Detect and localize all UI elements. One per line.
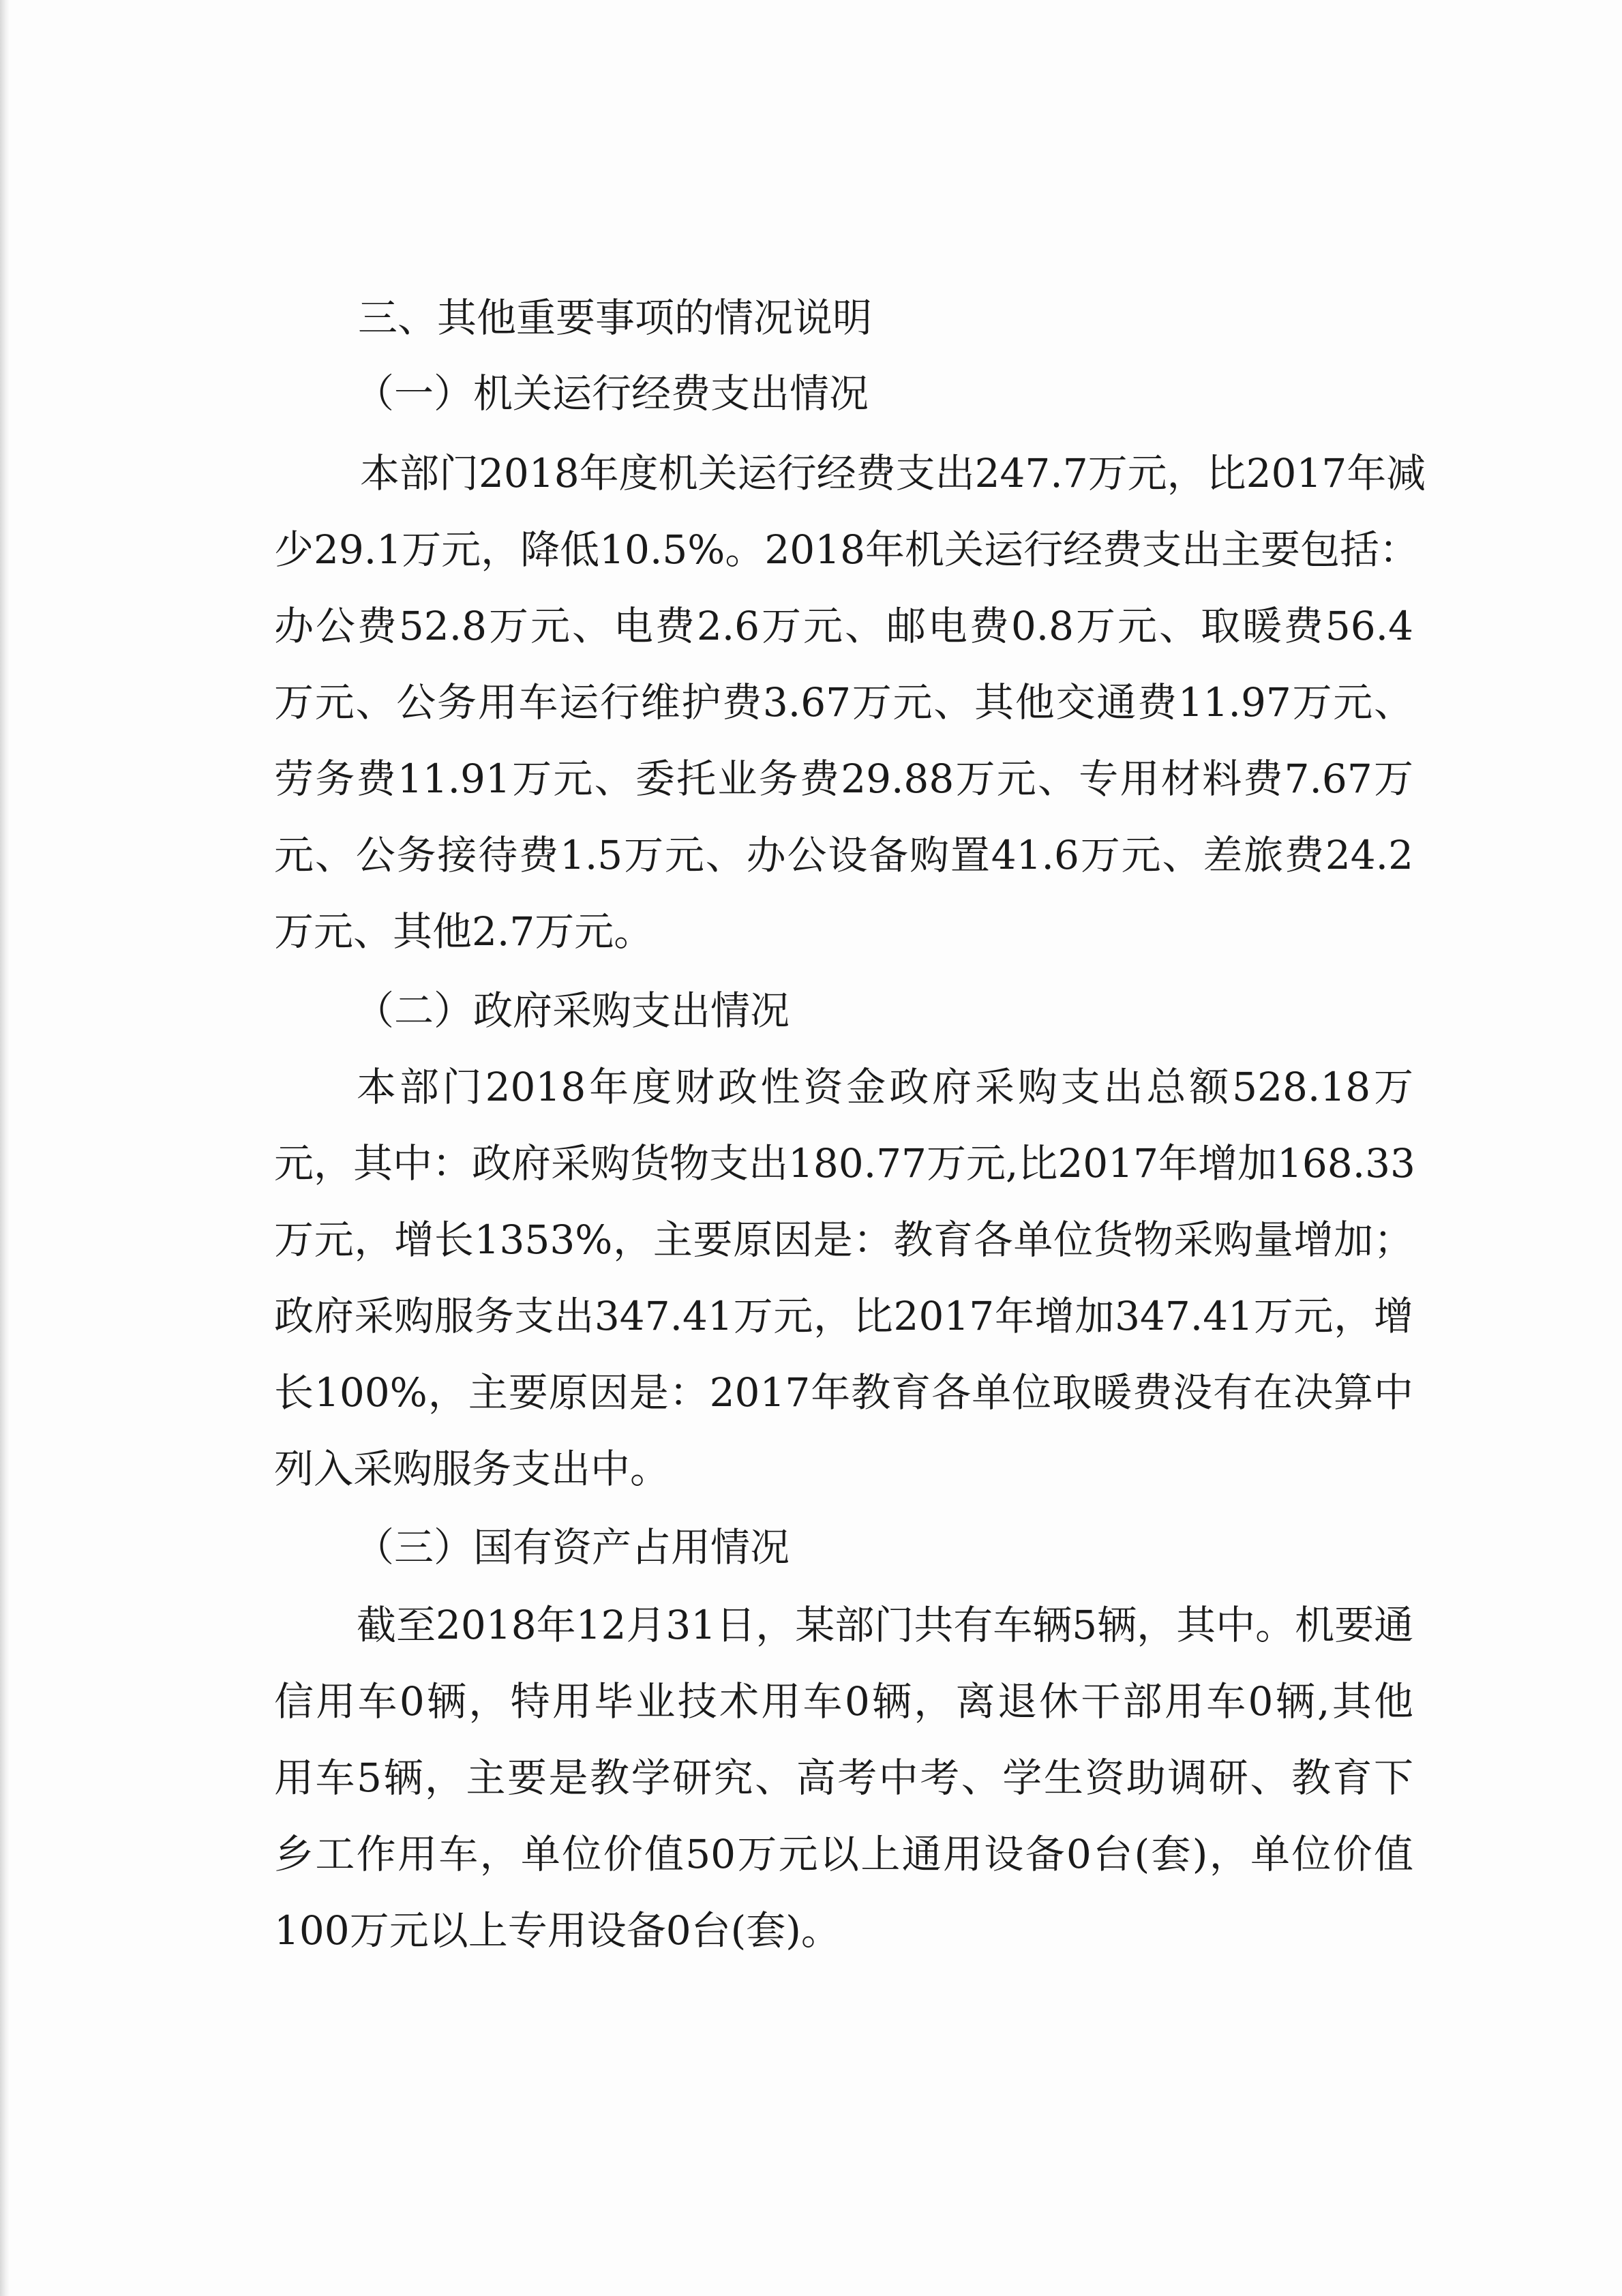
paragraph-line: 万元、其他2.7万元。 — [274, 908, 654, 955]
paragraph-line: 少29.1万元，降低10.5%。2018年机关运行经费支出主要包括： — [274, 526, 1419, 573]
paragraph-line: 列入采购服务支出中。 — [274, 1446, 670, 1492]
paragraph-line: 元，其中：政府采购货物支出180.77万元,比2017年增加168.33 — [274, 1140, 1415, 1187]
paragraph-line: 万元，增长1353%，主要原因是：教育各单位货物采购量增加； — [274, 1217, 1413, 1263]
paragraph-line: 长100%，主要原因是：2017年教育各单位取暖费没有在决算中 — [274, 1369, 1413, 1416]
paragraph-line: 本部门2018年度财政性资金政府采购支出总额528.18万 — [357, 1064, 1413, 1110]
paragraph-line: 截至2018年12月31日，某部门共有车辆5辆，其中。机要通 — [357, 1602, 1414, 1648]
paragraph-line: 万元、公务用车运行维护费3.67万元、其他交通费11.97万元、 — [274, 679, 1413, 726]
paragraph-line: 本部门2018年度机关运行经费支出247.7万元，比2017年减 — [360, 450, 1426, 496]
paragraph-line: 信用车0辆，特用毕业技术用车0辆，离退休干部用车0辆,其他 — [274, 1678, 1413, 1725]
page-heading: 三、其他重要事项的情况说明 — [358, 295, 873, 341]
paragraph-line: 政府采购服务支出347.41万元，比2017年增加347.41万元，增 — [274, 1293, 1413, 1339]
paragraph-line: 乡工作用车，单位价值50万元以上通用设备0台(套)，单位价值 — [274, 1831, 1413, 1877]
section-title-3: （三）国有资产占用情况 — [355, 1524, 790, 1570]
paragraph-line: 劳务费11.91万元、委托业务费29.88万元、专用材料费7.67万 — [274, 756, 1413, 802]
paragraph-line: 元、公务接待费1.5万元、办公设备购置41.6万元、差旅费24.2 — [274, 832, 1413, 878]
paragraph-line: 用车5辆，主要是教学研究、高考中考、学生资助调研、教育下 — [274, 1755, 1413, 1801]
section-title-2: （二）政府采购支出情况 — [355, 987, 790, 1034]
section-title-1: （一）机关运行经费支出情况 — [355, 370, 869, 417]
paragraph-line: 办公费52.8万元、电费2.6万元、邮电费0.8万元、取暖费56.4 — [274, 603, 1413, 649]
paragraph-line: 100万元以上专用设备0台(套)。 — [274, 1907, 841, 1954]
